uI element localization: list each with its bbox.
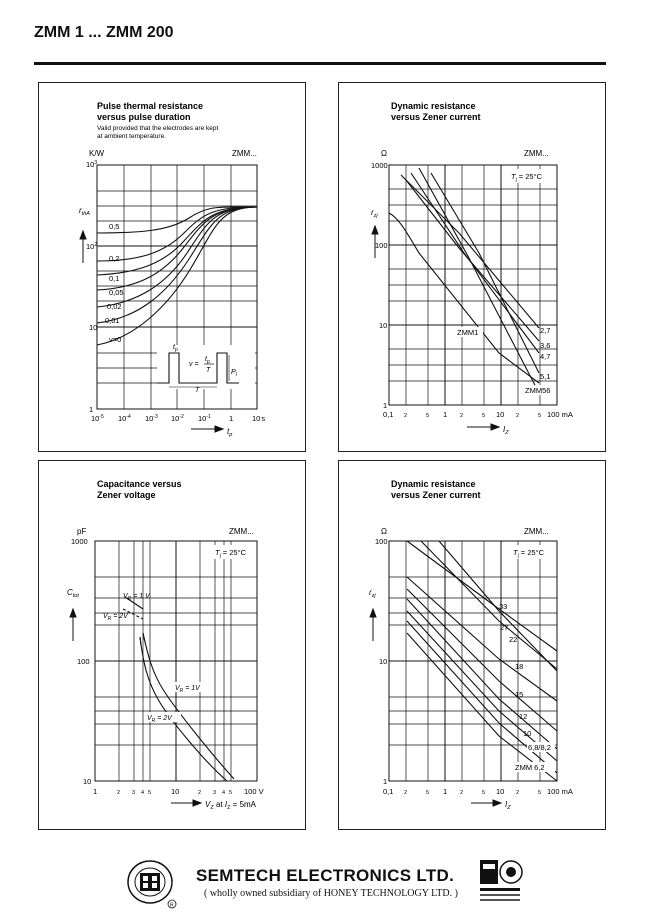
inset-pulse-diagram — [157, 344, 255, 394]
curve-4-7 — [411, 173, 539, 353]
svg-text:VR = 2V: $V_R = 2V$ — [103, 613, 128, 622]
y-ticks — [375, 537, 388, 786]
chart-title-2: versus Zener current — [391, 112, 481, 122]
curve-5-1 — [431, 173, 539, 373]
svg-text:1: 1 — [229, 414, 234, 423]
curve-3-6 — [406, 180, 539, 341]
curve-label-zmm56: ZMM56 — [525, 386, 551, 395]
svg-text:2: 2 — [516, 413, 520, 419]
curve-label-33: 33 — [499, 602, 508, 611]
y-axis-label: $r_{zj}$ — [371, 208, 378, 219]
curve-label-10: 10 — [523, 729, 532, 738]
svg-text:100 V: 100 V — [244, 787, 264, 796]
y-axis-arrow — [370, 609, 376, 641]
svg-text:tp: $t_p$ — [205, 356, 210, 365]
svg-text:10-5: $10^{-5}$ — [91, 414, 104, 423]
svg-text:5: 5 — [538, 790, 542, 796]
chart-title-1: Pulse thermal resistance — [97, 101, 204, 111]
svg-text:T: T — [195, 387, 200, 394]
svg-text:VR = 1V: $V_R = 1V$ — [175, 685, 200, 694]
certification-logo — [478, 858, 524, 908]
svg-text:5: 5 — [538, 413, 542, 419]
chart-title-2: Zener voltage — [97, 490, 156, 500]
svg-text:1: 1 — [383, 777, 388, 786]
curve-label-zmm1: ZMM1 — [457, 328, 479, 337]
series-tag: ZMM... — [229, 527, 254, 536]
svg-text:10s: 10s — [252, 414, 266, 423]
svg-text:4: 4 — [222, 790, 226, 796]
y-unit: Ω — [381, 149, 387, 158]
x-axis-arrow — [467, 424, 499, 430]
curve-label-0-02: 0,02 — [107, 302, 122, 311]
curve-label-4-7: 4,7 — [540, 352, 551, 361]
header-rule — [34, 62, 606, 65]
svg-text:2: 2 — [460, 790, 464, 796]
svg-text:10: 10 — [83, 777, 92, 786]
svg-text:10-1: $10^{-1}$ — [198, 414, 211, 423]
chart-note-1: Valid provided that the electrodes are kept — [97, 125, 219, 132]
svg-text:1: 1 — [383, 401, 388, 410]
svg-text:5: 5 — [482, 790, 486, 796]
curve-vr2 — [140, 637, 227, 781]
chart-title-1: Dynamic resistance — [391, 479, 476, 489]
curve-label-0-2: 0,2 — [109, 254, 120, 263]
y-unit: K/W — [89, 149, 105, 158]
svg-text:4: 4 — [141, 790, 145, 796]
chart-note-2: at ambient temperature. — [97, 133, 167, 140]
svg-text:1000: 1000 — [71, 537, 88, 546]
curve-label-12: 12 — [519, 712, 528, 721]
x-ticks — [383, 787, 573, 796]
curve-labels — [499, 602, 555, 772]
svg-text:3: 3 — [132, 790, 136, 796]
x-axis-label: $I_Z$ — [505, 800, 511, 811]
curve-label-22: 22 — [509, 635, 518, 644]
y-ticks — [71, 537, 91, 786]
condition-label: $T_j = 25^\circ C$ — [513, 548, 545, 559]
y-axis-label: $r_{zj}$ — [369, 588, 376, 599]
svg-text:10: 10 — [89, 323, 98, 332]
svg-text:0,1: 0,1 — [383, 787, 394, 796]
svg-text:10: 10 — [496, 787, 505, 796]
svg-text:VR = 2V: $V_R = 2V$ — [147, 715, 172, 724]
chart-title-1: Dynamic resistance — [391, 101, 476, 111]
condition-label: $T_j = 25^\circ C$ — [215, 548, 247, 559]
svg-text:5: 5 — [426, 790, 430, 796]
svg-text:10: 10 — [379, 321, 388, 330]
y-unit: Ω — [381, 527, 387, 536]
curve-vr1 — [143, 633, 234, 779]
svg-text:2: 2 — [516, 790, 520, 796]
svg-text:v =: v = — [189, 361, 199, 368]
svg-text:102: $10^2$ — [86, 242, 98, 251]
plot-grid — [95, 541, 257, 781]
svg-text:10-4: $10^{-4}$ — [118, 414, 131, 423]
svg-text:2: 2 — [404, 413, 408, 419]
svg-text:5: 5 — [482, 413, 486, 419]
curve-label-5-1: 5,1 — [540, 372, 551, 381]
y-unit: pF — [77, 527, 87, 536]
svg-text:1: 1 — [93, 787, 98, 796]
company-name: SEMTECH ELECTRONICS LTD. — [196, 866, 455, 885]
svg-text:1: 1 — [443, 410, 448, 419]
svg-text:PI: $P_I$ — [231, 369, 238, 378]
curve-labels — [105, 222, 124, 344]
curves — [389, 168, 539, 393]
curve-label-27: 27 — [500, 623, 509, 632]
chart-title-1: Capacitance versus — [97, 479, 182, 489]
x-ticks — [93, 787, 264, 796]
y-axis-label: $C_{tot}$ — [67, 588, 79, 599]
series-tag: ZMM... — [524, 527, 549, 536]
curve-label-15: 15 — [515, 690, 524, 699]
chart-title-2: versus pulse duration — [97, 112, 191, 122]
svg-text:2: 2 — [117, 790, 121, 796]
chart-title-2: versus Zener current — [391, 490, 481, 500]
series-tag: ZMM... — [524, 149, 549, 158]
chart-dynamic-resistance-2 — [339, 461, 607, 831]
curve-label-zmm-6-2: ZMM 6,2 — [515, 763, 545, 772]
svg-text:10: 10 — [171, 787, 180, 796]
panel-dynamic-resistance-2 — [338, 460, 606, 830]
curve-label-0-05: 0,05 — [109, 288, 124, 297]
panel-dynamic-resistance-1 — [338, 82, 606, 452]
svg-text:10: 10 — [496, 410, 505, 419]
x-axis-label: $V_Z$ at $I_Z = 5mA$ — [205, 800, 257, 811]
svg-text:100: 100 — [77, 657, 90, 666]
x-axis-arrow — [471, 800, 501, 806]
svg-text:5: 5 — [229, 790, 233, 796]
curve-label-18: 18 — [515, 662, 524, 671]
curve-label-v0: v=0 — [109, 335, 122, 344]
svg-text:T: T — [206, 367, 211, 374]
svg-text:2: 2 — [460, 413, 464, 419]
panel-pulse-thermal-resistance — [38, 82, 306, 452]
svg-text:100 mA: 100 mA — [547, 410, 573, 419]
svg-text:5: 5 — [426, 413, 430, 419]
y-ticks — [371, 161, 388, 410]
x-axis-arrow — [191, 426, 223, 432]
curve-label-6-8-8-2: 6,8/8,2 — [528, 743, 551, 752]
svg-text:10: 10 — [379, 657, 388, 666]
svg-text:100: 100 — [375, 241, 388, 250]
company-logo — [124, 858, 184, 914]
svg-text:100 mA: 100 mA — [547, 787, 573, 796]
y-axis-arrow — [70, 609, 76, 641]
y-axis-label: $r_{thA}$ — [79, 206, 90, 217]
chart-capacitance — [39, 461, 307, 831]
svg-text:1000: 1000 — [371, 161, 388, 170]
svg-text:103: $10^3$ — [86, 160, 98, 169]
chart-dynamic-resistance-1 — [339, 83, 607, 453]
curve-label-3-6: 3,6 — [540, 341, 551, 350]
series-tag: ZMM... — [232, 149, 257, 158]
curve-zmm56 — [419, 168, 539, 393]
x-ticks — [91, 414, 265, 423]
company-subsidiary: ( wholly owned subsidiary of HONEY TECHNOLOGY LTD. ) — [204, 888, 458, 899]
chart-pulse-thermal — [39, 83, 307, 453]
svg-text:3: 3 — [213, 790, 217, 796]
svg-text:tp: $t_p$ — [173, 344, 178, 353]
svg-text:VR = 1 V: $V_R = 1$ V — [123, 593, 150, 602]
svg-text:0,1: 0,1 — [383, 410, 394, 419]
svg-text:1: 1 — [89, 405, 94, 414]
y-ticks — [86, 160, 97, 414]
svg-text:2: 2 — [198, 790, 202, 796]
curve-label-2-7: 2,7 — [540, 326, 551, 335]
x-axis-arrow — [171, 800, 201, 806]
curve-label-0-5: 0,5 — [109, 222, 120, 231]
svg-text:R: R — [170, 902, 174, 909]
page-title: ZMM 1 ... ZMM 200 — [34, 24, 174, 41]
x-axis-label: $t_p$ — [227, 427, 233, 438]
panel-capacitance — [38, 460, 306, 830]
curve-label-0-1: 0,1 — [109, 274, 120, 283]
plot-grid — [389, 165, 557, 405]
x-ticks — [383, 410, 573, 419]
condition-label: $T_j = 25^\circ C$ — [511, 172, 543, 183]
svg-text:10-3: $10^{-3}$ — [145, 414, 158, 423]
curve-label-0-01: 0,01 — [105, 316, 120, 325]
svg-text:5: 5 — [148, 790, 152, 796]
svg-text:100: 100 — [375, 537, 388, 546]
svg-text:10-2: $10^{-2}$ — [171, 414, 184, 423]
svg-text:2: 2 — [404, 790, 408, 796]
x-axis-label: $I_Z$ — [503, 425, 509, 436]
svg-text:1: 1 — [443, 787, 448, 796]
